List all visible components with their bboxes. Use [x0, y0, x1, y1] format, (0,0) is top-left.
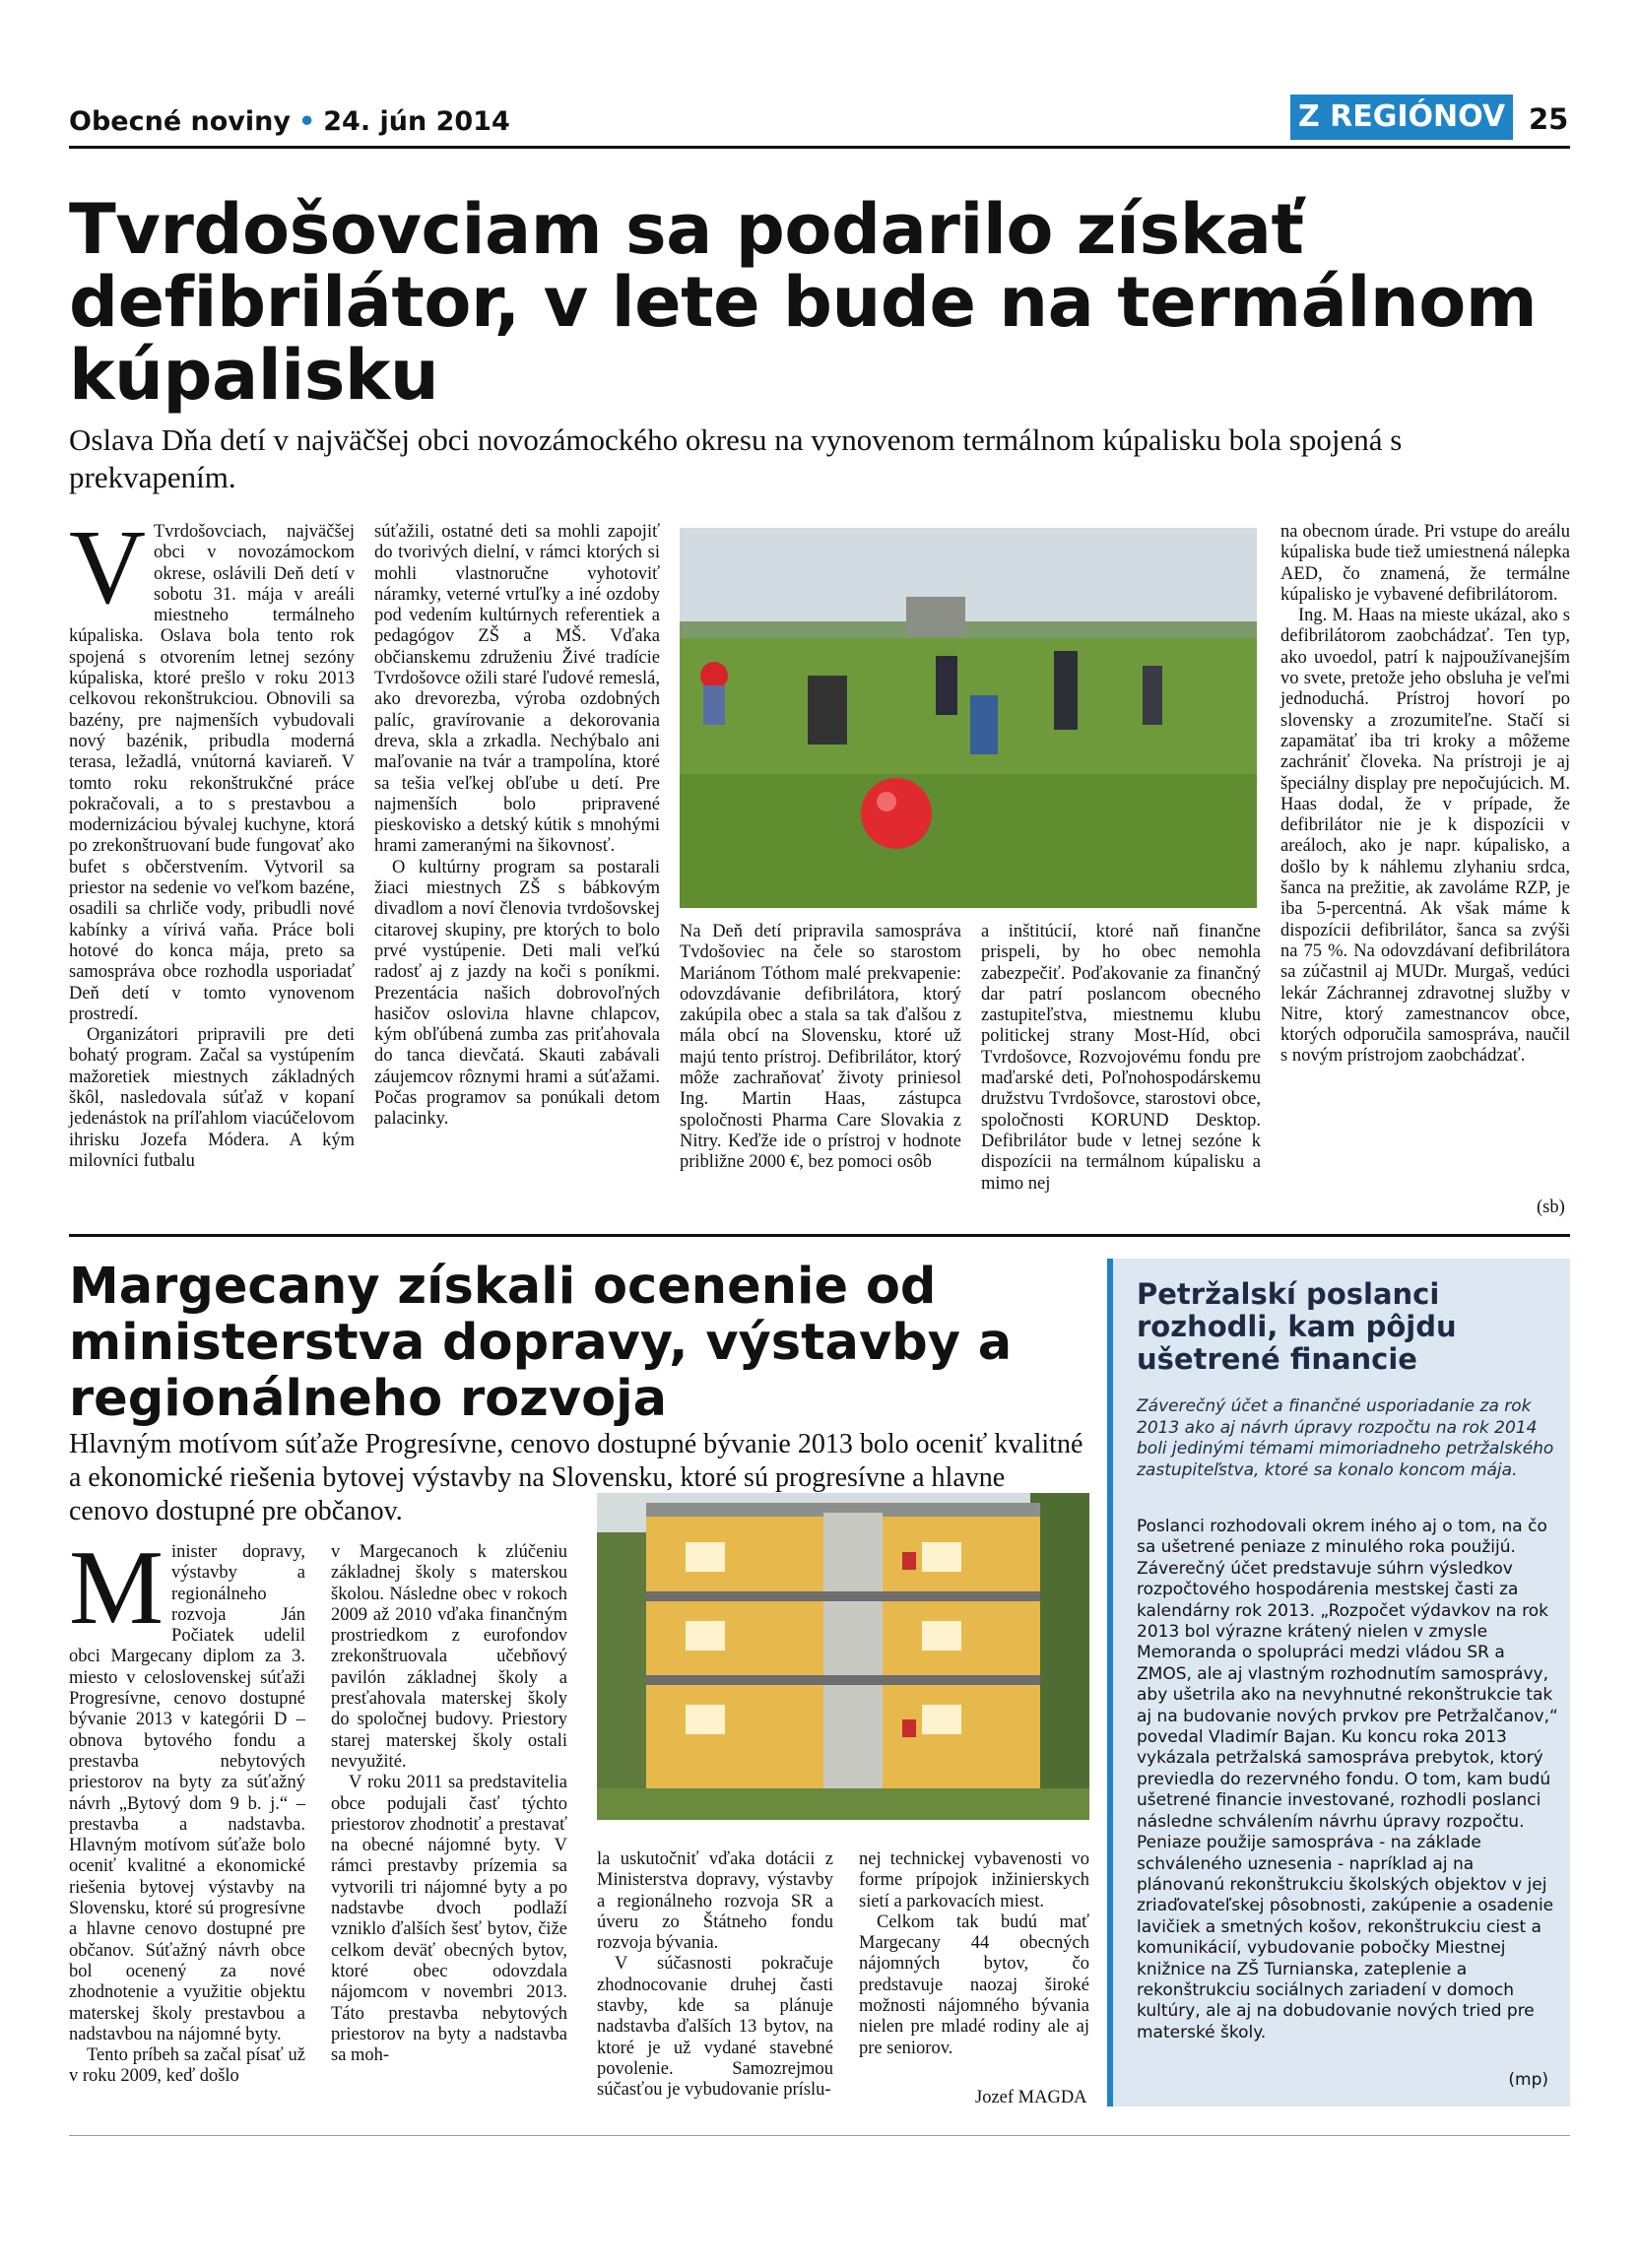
- article1-paragraph: O kultúrny program sa postarali žiaci miestnych ZŠ s bábkovým divadlom a noví členovia tvrdošovskej citarovej skupiny, pre ktorých to bolo prvé vystúpenie. Deti mali veľkú radosť aj z jazdy na koči s poníkmi. Prezentácia našich dobrovoľných hasičov osloviла hlavne chlapcov, kým obľúbená zumba zas priťahovala do tanca dievčatá. Skauti zabávali záujemcov rôznymi hrami a súťažami. Počas programov sa ponúkali detom palacinky.: [374, 857, 660, 1130]
- article2-paragraph: V roku 2011 sa predstavitelia obce podujali časť týchto priestorov zhodnotiť a prestavať na obecné nájomné byty. V rámci prestavby prízemia sa vytvorili tri nájomné byty a po nadstavbe dvoch podlaží vzniklo ďalších šesť bytov, čiže celkom deväť obecných bytov, ktoré obec odovzdala nájomcom v novembri 2013. Táto prestavba nebytových priestorov na byty a nadstavba sa moh-: [331, 1773, 567, 2066]
- sidebar-intro: Záverečný účet a finančné usporiadanie za rok 2013 ako aj návrh úpravy rozpočtu na rok 2014 boli jedinými témami mimoriadneho petržalského zastupiteľstva, ktoré sa konalo koncom mája.: [1137, 1396, 1554, 1480]
- article1-paragraph: a inštitúcií, ktoré naň finančne prispeli, by ho obec nemohla zabezpečiť. Poďakovanie za finančný dar patrí poslancom obecného zastupiteľstva, miestnemu klubu politickej strany Most-Híd, obci Tvrdošovce, Rozvojovému fondu pre maďarské deti, Poľnohospodárskemu družstvu Tvrdošovce, starostovi obce, spoločnosti KORUND Desktop. Defibrilátor bude v letnej sezóne k dispozícii na termálnom kúpalisku a mimo nej: [981, 922, 1261, 1194]
- masthead: [69, 106, 510, 137]
- article2-column-3: [597, 1849, 833, 2102]
- apartment-building-photo: [597, 1493, 1089, 1820]
- header-rule: [69, 146, 1570, 149]
- article1-paragraph: súťažili, ostatné deti sa mohli zapojiť do tvorivých dielní, v rámci ktorých si mohli vlastnoručne vyhotoviť náramky, veterné vrtuľky a iné ozdoby pod vedením kultúrnych referentiek a pedagógov ZŠ a MŠ. Vďaka občianskemu združeniu Živé tradície Tvrdošovce ožili staré ľudové remeslá, ako drevorezba, výroba ozdobných palíc, gravírovanie a dekorovania dreva, skla a zrkadla. Nechýbalo ani maľovanie na tvár a trampolína, ktoré sa tešia veľkej obľube u detí. Pre najmenších bolo pripravené pieskovisko a detský kútik s mnohými hrami zameranými na šikovnosť.: [374, 522, 660, 857]
- article1-lead: Oslava Dňa detí v najväčšej obci novozámockého okresu na vynovenom termálnom kúpalisku bola spojená s prekvapením.: [69, 422, 1403, 494]
- sidebar-box: [1107, 1259, 1570, 2106]
- article1-paragraph: Tvrdošovciach, najväčšej obci v novozámockom okrese, oslávili Deň detí v sobotu 31. mája v areáli miestneho termálneho kúpaliska. Oslava bola tento rok spojená s otvorením letnej sezóny kúpaliska, ktoré prešlo v roku 2013 celkovou rekonštrukciou. Obnovili sa bazény, pre najmenších vybudovali nový bazénik, pribudla moderná terasa, ležadlá, vnútorná kaviareň. V tomto roku rekonštrukčné práce pokračovali, a to s prestavbou a modernizáciou bývalej kuchyne, ktorá po zrekonštruovaní bude fungovať ako bufet s občerstvením. Vytvoril sa priestor na sedenie vo veľkom bazéne, osadili sa chrliče vody, pribudli nové kabínky a vírivá vaňa. Práce boli hotové do konca mája, preto sa samospráva obce rozhodla usporiadať Deň detí v tomto vynovenom prostredí.: [69, 522, 355, 1024]
- footer-rule: [69, 2135, 1570, 2136]
- children-day-photo: [680, 528, 1257, 908]
- section-label: Z REGIÓNOV: [1290, 95, 1513, 140]
- article1-column-1: [69, 509, 355, 1172]
- article2-signature: Jozef MAGDA: [975, 2088, 1087, 2107]
- article2-title: Margecany získali ocenenie od ministerstva dopravy, výstavby a regionálneho rozvoja: [69, 1258, 1013, 1428]
- article2-column-1: [69, 1529, 305, 2088]
- children-day-photo-illustration: [680, 528, 1257, 908]
- article2-lead: Hlavným motívom súťaže Progresívne, cenovo dostupné bývanie 2013 bolo oceniť kvalitné a ekonomické riešenia bytovej výstavby na Slovensku, ktoré sú progresívne a hlavne cenovo dostupné pre občanov.: [69, 1429, 1083, 1526]
- article1-paragraph: na obecnom úrade. Pri vstupe do areálu kúpaliska bude tiež umiestnená nálepka AED, čo znamená, že termálne kúpalisko je vybavené defibrilátorom.: [1280, 522, 1570, 605]
- article-divider: [69, 1234, 1570, 1237]
- article1-column-3: [680, 922, 961, 1174]
- article1-column-5: [1280, 522, 1570, 1068]
- sidebar-title: Petržalskí poslanci rozhodli, kam pôjdu ušetrené financie: [1137, 1277, 1457, 1376]
- article2-paragraph: Tento príbeh sa začal písať už v roku 2009, keď došlo: [69, 2045, 305, 2087]
- article1-paragraph: Na Deň detí pripravila samospráva Tvdošoviec na čele so starostom Mariánom Tóthom malé prekvapenie: odovzdávanie defibrilátora, ktorý zakúpila obec a stala sa tak ďalšou z mála obcí na Slovensku, ktoré už majú tento prístroj. Defibrilátor, ktorý môže zachraňovať životy priniesol Ing. Martin Haas, zástupca spoločnosti Pharma Care Slovakia z Nitry. Keďže ide o prístroj v hodnote približne 2000 €, bez pomoci osôb: [680, 922, 961, 1173]
- article1-column-4: [981, 922, 1261, 1195]
- article1-paragraph: Organizátori pripravili pre deti bohatý program. Začal sa vystúpením mažoretiek miestnych základných škôl, nasledovala súťaž v kopaní jedenástok na príľahlom viacúčelovom ihrisku Jozefa Módera. A kým milovníci futbalu: [69, 1025, 355, 1171]
- page-number: 25: [1529, 102, 1569, 136]
- article2-column-4: [859, 1849, 1089, 2059]
- sidebar-signature: (mp): [1508, 2070, 1548, 2090]
- article2-paragraph: inister dopravy, výstavby a regionálneho rozvoja Ján Počiatek udelil obci Margecany diplom za 3. miesto v celoslovenskej súťaži Progresívne, cenovo dostupné bývanie 2013 v kategórii D – obnova bytového fondu a prestavba nebytových priestorov na byty za súťažný návrh „Bytový dom 9 b. j.“ – prestavba a nadstavba. Hlavným motívom súťaže bolo oceniť kvalitné a ekonomické riešenia bytovej výstavby na Slovensku, ktoré sú progresívne a hlavne cenovo dostupné pre občanov. Súťažný návrh obce bol ocenený za nové zhodnotenie a využitie objektu materskej školy prestavbou a nadstavbou na nájomné byty.: [69, 1542, 305, 2044]
- sidebar-body: Poslanci rozhodovali okrem iného aj o tom, na čo sa ušetrené peniaze z minulého roka použijú. Záverečný účet predstavuje súhrn výsledkov rozpočtového hospodárenia mestskej časti za kalendárny rok 2013. „Rozpočet výdavkov na rok 2013 bol výrazne krátený nielen v zmysle Memoranda o spolupráci medzi vládou SR a ZMOS, ale aj vlastným rozhodnutím samosprávy, aby ušetrila ako na nevyhnutné rekonštrukcie tak aj na budovanie nových prvkov pre Petržalčanov,“ povedal Vladimír Bajan. Ku koncu roka 2013 vykázala petržalská samospráva prebytok, ktorý previedla do rezervného fondu. O tom, kam budú ušetrené financie investované, rozhodli poslanci následne schválením návrhu úpravy rozpočtu. Peniaze použije samospráva - na základe schváleného uznesenia - napríklad aj na plánovanú rekonštrukciu školských objektov v jej zriaďovateľskej pôsobnosti, zakúpenie a osadenie lavičiek a smetných košov, rekonštrukciu ciest a komunikácií, vybudovanie pobočky Miestnej knižnice na ZŠ Turnianska, zateplenie a rekonštrukciu sociálnych zariadení v domoch kultúry, ale aj na dobudovanie nových tried pre materské školy.: [1137, 1517, 1558, 2042]
- article2-paragraph: V súčasnosti pokračuje zhodnocovanie druhej časti stavby, kde sa plánuje nadstavba ďalších 13 bytov, na ktoré je už vydané stavebné povolenie. Samozrejmou súčasťou je vybudovanie príslu-: [597, 1954, 833, 2101]
- article1-title: Tvrdošovciam sa podarilo získať defibrilátor, v lete bude na termálnom kúpalisku: [69, 189, 1538, 416]
- bullet-icon: •: [297, 106, 316, 137]
- article2-dropcap: M: [69, 1529, 164, 1647]
- article2-paragraph: Celkom tak budú mať Margecany 44 obecných nájomných bytov, čo predstavuje naozaj široké možnosti nájomného bývania nielen pre mladé rodiny ale aj pre seniorov.: [859, 1912, 1089, 2058]
- article1-column-2: [374, 522, 660, 1131]
- article1-signature: (sb): [1537, 1198, 1565, 1217]
- article2-column-2: [331, 1542, 567, 2066]
- article2-paragraph: nej technickej vybavenosti vo forme prípojok inžinierskych sietí a parkovacích miest.: [859, 1849, 1089, 1912]
- apartment-building-illustration: [597, 1493, 1089, 1820]
- article2-paragraph: v Margecanoch k zlúčeniu základnej školy s materskou školou. Následne obec v rokoch 2009 až 2010 vďaka finančným prostriedkom z eurofondov zrekonštruovala učebňový pavilón základnej školy a presťahovala materskej školy do spoločnej budovy. Priestory starej materskej školy ostali nevyužité.: [331, 1542, 567, 1772]
- article2-paragraph: la uskutočniť vďaka dotácii z Ministerstva dopravy, výstavby a regionálneho rozvoja SR a úveru zo Štátneho fondu rozvoja bývania.: [597, 1849, 833, 1954]
- article1-dropcap: V: [69, 509, 146, 626]
- issue-date: 24. jún 2014: [323, 106, 510, 137]
- publication-name: Obecné noviny: [69, 106, 291, 137]
- article1-paragraph: Ing. M. Haas na mieste ukázal, ako s defibrilátorom zaobchádzať. Ten typ, ako uvoedol, patrí k najpoužívanejším vo svete, pretože jeho obsluha je veľmi jednoduchá. Prístroj hovorí po slovensky a zrozumiteľne. Stačí si zapamätať iba tri kroky a môžeme zachrániť človeka. Na prístroji je aj špeciálny display pre nepočujúcich. M. Haas dodal, že v prípade, že defibrilátor nie je k dispozícii v areáloch, ako je napr. kúpalisko, a došlo by k náhlemu zlyhaniu srdca, šanca na prežitie, ak zavoláme RZP, je iba 5-percentná. Ak však máme k dispozícii defibrilátor, šanca sa zvýši na 75 %. Na odovzdávaní defibrilátora sa zúčastnil aj MUDr. Murgaš, vedúci lekár Záchrannej zdravotnej služby v Nitre, ktorý zamestnancov obce, ktorých odporučila samospráva, naučil s novým prístrojom zaobchádzať.: [1280, 606, 1570, 1067]
